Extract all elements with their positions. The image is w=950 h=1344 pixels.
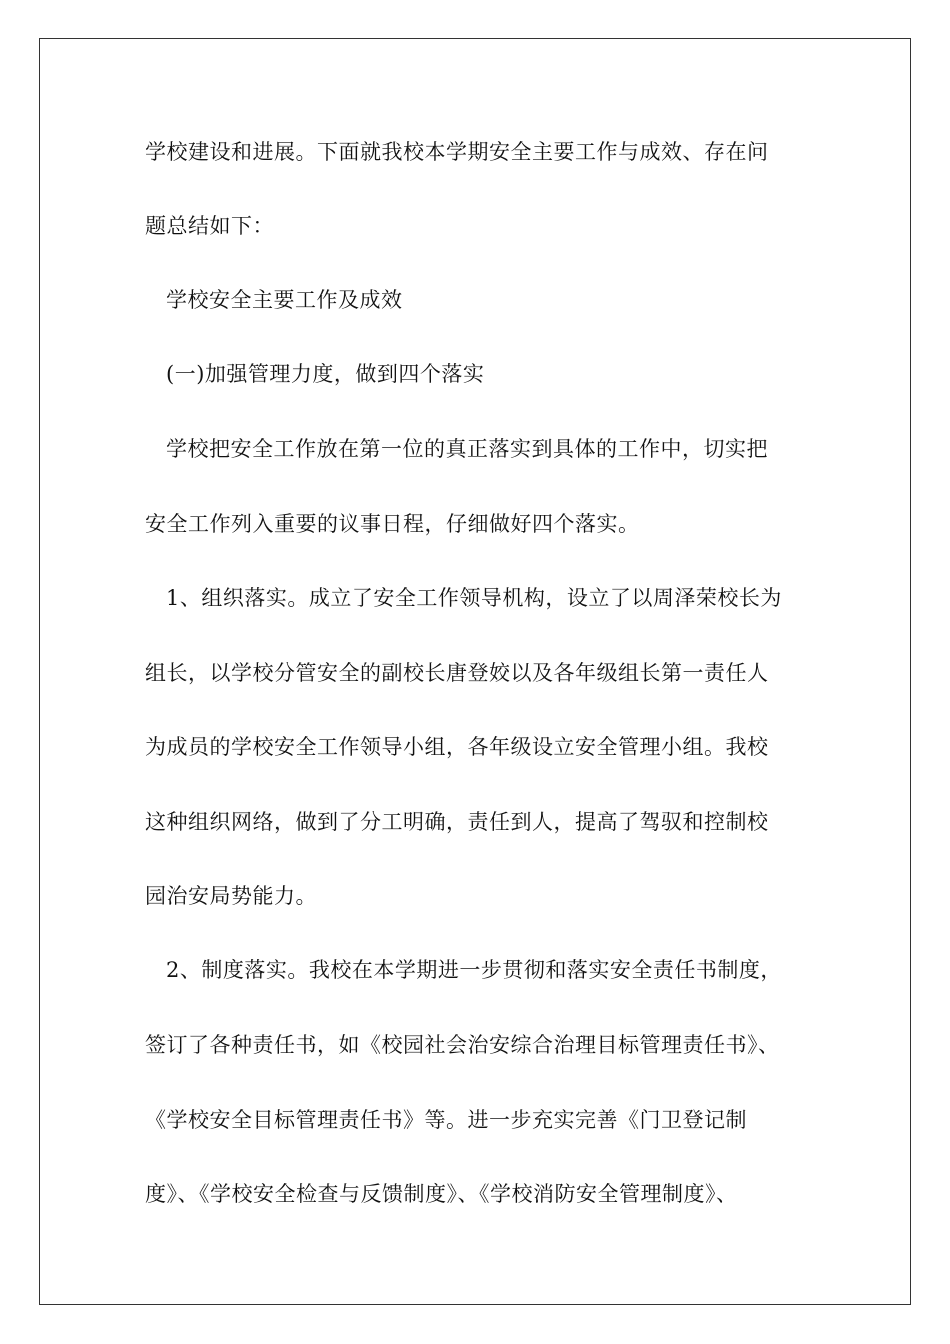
text-line: 安全工作列入重要的议事日程，仔细做好四个落实。 [145, 512, 640, 536]
subsection-heading: (一)加强管理力度，做到四个落实 [166, 362, 485, 386]
text-line: 题总结如下： [145, 214, 274, 238]
text-line: 这种组织网络，做到了分工明确，责任到人，提高了驾驭和控制校 [145, 810, 769, 834]
text-line: 为成员的学校安全工作领导小组，各年级设立安全管理小组。我校 [145, 735, 769, 759]
text-line: 园治安局势能力。 [145, 884, 317, 908]
section-heading: 学校安全主要工作及成效 [166, 288, 403, 312]
text-line: 学校建设和进展。下面就我校本学期安全主要工作与成效、存在问 [145, 140, 769, 164]
text-line: 组长，以学校分管安全的副校长唐登姣以及各年级组长第一责任人 [145, 661, 769, 685]
text-line: 《学校安全目标管理责任书》等。进一步充实完善《门卫登记制 [145, 1108, 747, 1132]
text-line: 1、组织落实。成立了安全工作领导机构，设立了以周泽荣校长为 [166, 586, 782, 610]
text-line: 学校把安全工作放在第一位的真正落实到具体的工作中，切实把 [166, 437, 768, 461]
text-line: 签订了各种责任书，如《校园社会治安综合治理目标管理责任书》、 [145, 1033, 780, 1057]
text-line: 2、制度落实。我校在本学期进一步贯彻和落实安全责任书制度， [166, 958, 782, 982]
text-line: 度》、《学校安全检查与反馈制度》、《学校消防安全管理制度》、 [145, 1182, 738, 1206]
